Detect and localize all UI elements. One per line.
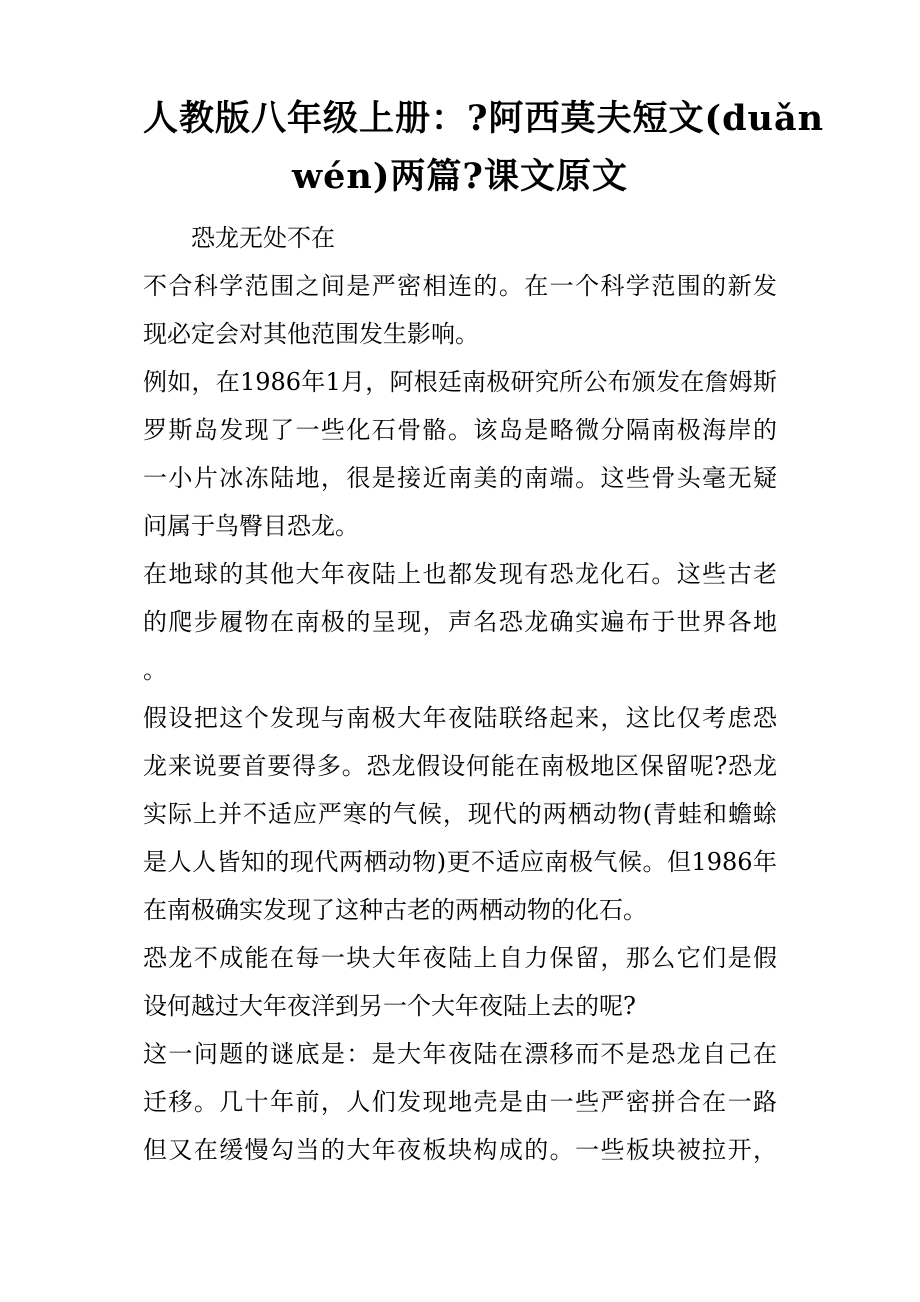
text-line: 一小片冰冻陆地，很是接近南美的南端。这些骨头毫无疑 [143, 464, 777, 492]
text-line: 迁移。几十年前，人们发现地壳是由一些严密拼合在一路 [143, 1088, 777, 1116]
document-body [143, 214, 777, 1174]
text-line: 恐龙无处不在 [191, 224, 335, 252]
text-line: 这一问题的谜底是：是大年夜陆在漂移而不是恐龙自己在 [143, 1040, 777, 1068]
paragraph [143, 262, 777, 358]
paragraph [143, 694, 777, 934]
paragraph [143, 1030, 777, 1174]
text-line: 假设把这个发现与南极大年夜陆联络起来，这比仅考虑恐 [143, 704, 777, 732]
text-line: 是人人皆知的现代两栖动物)更不适应南极气候。但1986年 [143, 848, 777, 876]
text-line: 实际上并不适应严寒的气候，现代的两栖动物(青蛙和蟾蜍 [143, 800, 777, 828]
text-line: 罗斯岛发现了一些化石骨骼。该岛是略微分隔南极海岸的 [143, 416, 777, 444]
title-line: wén)两篇?课文原文 [292, 156, 628, 197]
paragraph [143, 934, 777, 1030]
paragraph [143, 358, 777, 550]
paragraph [143, 214, 777, 262]
text-line: 但又在缓慢勾当的大年夜板块构成的。一些板块被拉开， [143, 1136, 777, 1164]
text-line: 龙来说要首要得多。恐龙假设何能在南极地区保留呢?恐龙 [143, 752, 777, 780]
text-line: 在地球的其他大年夜陆上也都发现有恐龙化石。这些古老 [143, 560, 777, 588]
text-line: 的爬步履物在南极的呈现，声名恐龙确实遍布于世界各地 [143, 608, 777, 636]
text-line: 问属于鸟臀目恐龙。 [143, 512, 359, 540]
text-line: 。 [143, 656, 167, 684]
text-line: 设何越过大年夜洋到另一个大年夜陆上去的呢? [143, 992, 636, 1020]
text-line: 不合科学范围之间是严密相连的。在一个科学范围的新发 [143, 272, 777, 300]
title-line: 人教版八年级上册：?阿西莫夫短文(duǎn [143, 98, 825, 139]
text-line: 例如，在1986年1月，阿根廷南极研究所公布颁发在詹姆斯 [143, 368, 777, 396]
document-title [143, 90, 825, 206]
text-line: 在南极确实发现了这种古老的两栖动物的化石。 [143, 896, 647, 924]
text-line: 恐龙不成能在每一块大年夜陆上自力保留，那么它们是假 [143, 944, 777, 972]
paragraph [143, 550, 777, 694]
text-line: 现必定会对其他范围发生影响。 [143, 320, 479, 348]
